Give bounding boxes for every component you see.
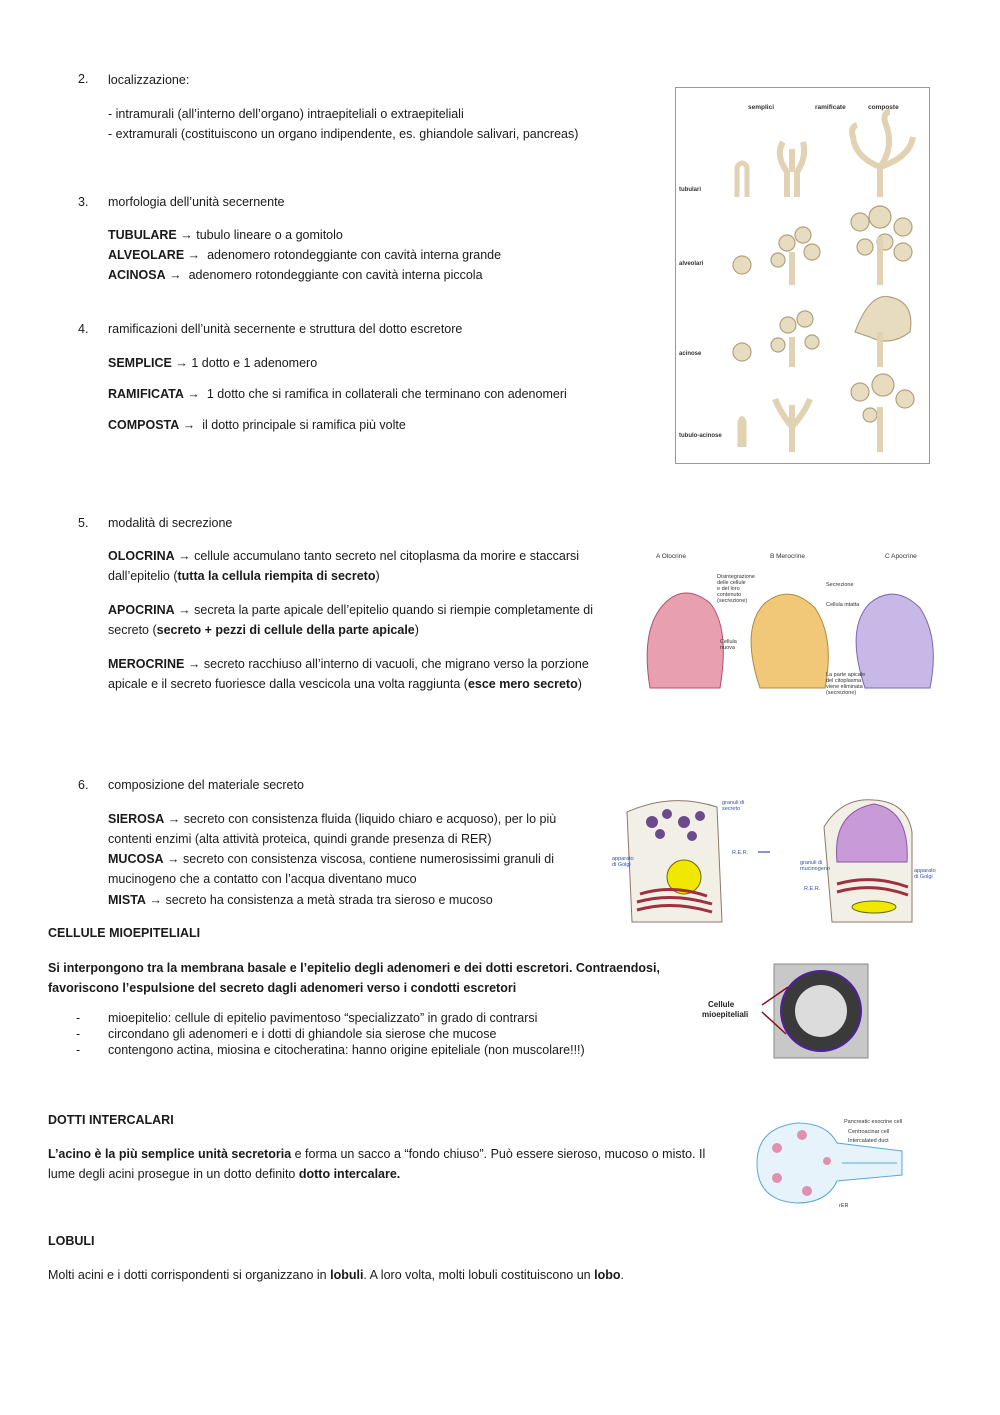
svg-text:apparatodi Golgi: apparato di Golgi	[612, 856, 634, 868]
definition-semplice: SEMPLICE → 1 dotto e 1 adenomero	[108, 356, 318, 370]
list-item: contengono actina, miosina e citocheratina: hanno origine epiteliale (non muscolare!!!)	[108, 1043, 585, 1057]
row-label: tubulo-acinose	[679, 433, 722, 439]
svg-text:apparatodi Golgi: apparato di Golgi	[914, 868, 936, 880]
svg-text:granuli dimucinogeno: granuli di mucinogeno	[800, 860, 830, 872]
svg-text:granuli disecreto: granuli di secreto	[722, 800, 745, 812]
svg-text:rER: rER	[839, 1203, 849, 1209]
section-title: localizzazione:	[108, 73, 190, 87]
definition-sierosa: SIEROSA → secreto con consistenza fluida (liquido chiaro e acquoso), per lo più contenti enzimi (alta attività proteica, quindi grande presenza di RER)	[108, 812, 557, 846]
definition-mucosa: MUCOSA → secreto con consistenza viscosa, contiene numerosissimi granuli di mucinogeno che a contatto con l’acqua diventano muco	[108, 852, 555, 886]
heading-lobuli: LOBULI	[48, 1234, 95, 1248]
row-label: acinose	[679, 351, 702, 357]
svg-text:La parte apicaledel citoplasma: La parte apicale del citoplasma viene eliminata (secrezione)	[826, 672, 866, 696]
definition-tubulare: TUBULARE → tubulo lineare o a gomitolo	[108, 228, 343, 242]
row-label: alveolari	[679, 261, 704, 267]
gland-morphology-figure	[675, 87, 930, 467]
svg-text:A Olocrine: A Olocrine	[656, 553, 686, 560]
definition-merocrine: MEROCRINE → secreto racchiuso all’interno di vacuoli, che migrano verso la porzione apicale e il secreto fuoriesce dalla vescicola una volta raggiunta (esce mero secreto)	[108, 657, 589, 691]
definition-acinosa: ACINOSA → adenomero rotondeggiante con cavità interna piccola	[108, 268, 483, 282]
section-title: morfologia dell’unità secernente	[108, 195, 285, 209]
row-label: tubulari	[679, 187, 701, 193]
heading-dotti: DOTTI INTERCALARI	[48, 1113, 174, 1127]
svg-text:R.E.R.: R.E.R.	[804, 886, 821, 892]
svg-text:B Merocrine: B Merocrine	[770, 553, 806, 560]
myoepithelial-figure	[700, 962, 870, 1063]
section-number: 4.	[78, 322, 89, 336]
svg-text:Intercalated duct: Intercalated duct	[848, 1138, 889, 1144]
section-number: 6.	[78, 778, 89, 792]
definition-alveolare: ALVEOLARE → adenomero rotondeggiante con cavità interna grande	[108, 248, 502, 262]
section-number: 2.	[78, 72, 89, 86]
col-label: ramificate	[815, 104, 846, 111]
text-line: - extramurali (costituiscono un organo indipendente, es. ghiandole salivari, pancreas)	[108, 127, 579, 141]
section-number: 5.	[78, 516, 89, 530]
definition-composta: COMPOSTA → il dotto principale si ramifica più volte	[108, 418, 406, 432]
text-line: - intramurali (all’interno dell’organo) intraepiteliali o extraepiteliali	[108, 107, 464, 121]
definition-mista: MISTA → secreto ha consistenza a metà strada tra sieroso e mucoso	[108, 893, 493, 907]
definition-ramificata: RAMIFICATA → 1 dotto che si ramifica in collaterali che terminano con adenomeri	[108, 387, 567, 401]
col-label: composte	[868, 104, 899, 111]
svg-text:C Apocrine: C Apocrine	[885, 553, 917, 560]
intro-mioepiteliali: Si interpongono tra la membrana basale e l’epitelio degli adenomeri e dei dotti escretori. Contraendosi, favoriscono l’espulsione del secreto dagli adenomeri verso i condotti escretori	[48, 961, 660, 995]
section-title: ramificazioni dell’unità secernente e struttura del dotto escretore	[108, 322, 463, 336]
col-label: semplici	[748, 104, 775, 111]
svg-text:Pancreatic exocrine cell: Pancreatic exocrine cell	[844, 1119, 903, 1125]
section-title: composizione del materiale secreto	[108, 778, 304, 792]
heading-mioepiteliali: CELLULE MIOEPITELIALI	[48, 926, 201, 940]
definition-olocrina: OLOCRINA → cellule accumulano tanto secreto nel citoplasma da morire e staccarsi dall’epitelio (tutta la cellula riempita di secreto)	[108, 549, 580, 583]
list-item: mioepitelio: cellule di epitelio pavimentoso “specializzato” in grado di contrarsi	[108, 1011, 538, 1025]
svg-text:mioepiteliali: mioepiteliali	[702, 1010, 749, 1019]
paragraph-lobuli: Molti acini e i dotti corrispondenti si organizzano in lobuli. A loro volta, molti lobuli costituiscono un lobo.	[48, 1268, 624, 1282]
svg-text:R.E.R.: R.E.R.	[732, 850, 749, 856]
section-number: 3.	[78, 195, 89, 209]
secretion-composition-figure	[612, 792, 942, 930]
section-title: modalità di secrezione	[108, 516, 233, 530]
paragraph-dotti: L’acino è la più semplice unità secretoria e forma un sacco a “fondo chiuso”. Può essere sieroso, mucoso o misto. Il lume degli acini prosegue in un dotto definito dotto intercalare.	[48, 1147, 706, 1181]
svg-text:Cellulanuova: Cellula nuova	[720, 639, 737, 651]
definition-apocrina: APOCRINA → secreta la parte apicale dell’epitelio quando si riempie completamente di secreto (secreto + pezzi di cellule della parte apicale)	[108, 603, 593, 637]
svg-text:Cellula intatta: Cellula intatta	[826, 602, 860, 608]
svg-text:Secrezione: Secrezione	[826, 582, 854, 588]
acinus-figure	[752, 1113, 932, 1214]
svg-text:Disintegrazionedelle cellulee: Disintegrazione delle cellule e del loro contenuto (secrezione)	[717, 574, 755, 604]
svg-text:Cellule: Cellule	[708, 1000, 735, 1009]
svg-text:Centroacinar cell: Centroacinar cell	[848, 1129, 890, 1135]
list-item: circondano gli adenomeri e i dotti di ghiandole sia sierose che mucose	[108, 1027, 497, 1041]
secretion-modes-figure	[640, 548, 960, 711]
